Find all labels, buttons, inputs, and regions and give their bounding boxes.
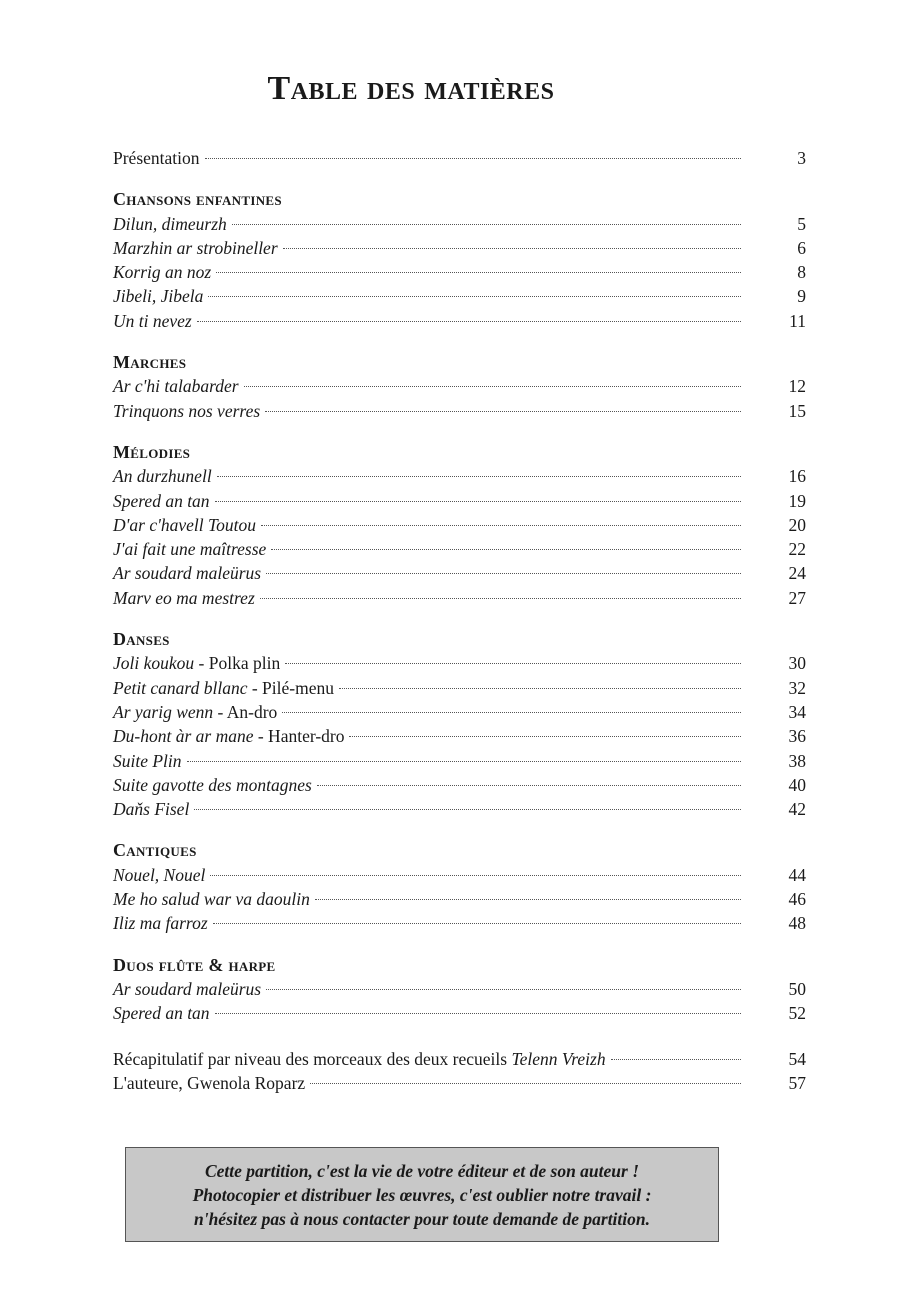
entry-label [113, 977, 266, 1001]
dot-leader [216, 272, 741, 273]
dot-leader [215, 501, 741, 502]
page-number: 6 [797, 237, 806, 258]
entry-italic-text: Telenn Vreizh [511, 1048, 606, 1069]
toc-entry[interactable] [113, 260, 806, 284]
toc-entry[interactable] [113, 977, 806, 1001]
entry-title: D'ar c'havell Toutou [113, 514, 256, 535]
dot-leader [208, 296, 741, 297]
entry-label [113, 212, 232, 236]
dot-leader [339, 688, 741, 689]
entry-title: Ar soudard maleürus [113, 563, 262, 584]
toc-entry[interactable] [113, 212, 806, 236]
entry-title: Du-hont àr ar mane [113, 726, 254, 747]
page-number: 22 [788, 539, 806, 560]
page-number: 5 [797, 213, 806, 234]
entry-subtitle: - Hanter-dro [253, 726, 345, 747]
entry-label [113, 863, 210, 887]
entry-label: Présentation [113, 148, 200, 168]
entry-title: Suite Plin [113, 750, 182, 771]
toc-entry[interactable] [113, 464, 806, 488]
page-number: 24 [788, 563, 806, 584]
dot-leader [317, 785, 741, 786]
entry-label [113, 561, 266, 585]
toc-entry[interactable] [113, 676, 806, 700]
entry-label [113, 284, 208, 308]
section-heading: Danses [113, 629, 170, 650]
entry-label [113, 773, 317, 797]
entry-label [113, 236, 283, 260]
entry-title: Ar c'hi talabarder [113, 376, 239, 397]
toc-entry[interactable] [113, 561, 806, 585]
toc-entry[interactable] [113, 724, 806, 748]
entry-subtitle: - An-dro [213, 701, 278, 722]
dot-leader [265, 411, 741, 412]
page-number: 38 [788, 750, 806, 771]
page-number: 3 [797, 148, 806, 168]
section-heading: Duos flûte & harpe [113, 954, 276, 975]
notice-line: n'hésitez pas à nous contacter pour toute demande de partition. [193, 1208, 651, 1229]
entry-label [113, 1001, 215, 1025]
entry-label [113, 513, 261, 537]
entry-label [113, 1047, 611, 1071]
dot-leader [266, 573, 741, 574]
toc-entry[interactable] [113, 513, 806, 537]
page-number: 54 [788, 1048, 806, 1069]
entry-label [113, 676, 339, 700]
toc-entry[interactable] [113, 284, 806, 308]
section-heading: Cantiques [113, 840, 197, 861]
dot-leader [194, 809, 741, 810]
entry-label [113, 586, 260, 610]
page-number: 30 [788, 653, 806, 674]
entry-label [113, 724, 349, 748]
entry-label [113, 309, 197, 333]
entry-title: Trinquons nos verres [113, 400, 261, 421]
entry-title: Suite gavotte des montagnes [113, 774, 312, 795]
dot-leader [349, 736, 741, 737]
entry-label [113, 797, 194, 821]
toc-entry[interactable] [113, 700, 806, 724]
page-number: 42 [788, 799, 806, 820]
entry-label [113, 464, 217, 488]
dot-leader [285, 663, 741, 664]
toc-entry[interactable] [113, 399, 806, 423]
toc-entry[interactable] [113, 887, 806, 911]
dot-leader [282, 712, 741, 713]
page-number: 57 [788, 1072, 806, 1093]
page-number: 32 [788, 677, 806, 698]
page-number: 34 [788, 701, 806, 722]
toc-entry[interactable] [113, 773, 806, 797]
entry-label [113, 749, 187, 773]
toc-entry[interactable] [113, 489, 806, 513]
dot-leader [310, 1083, 741, 1084]
toc-entry[interactable] [113, 236, 806, 260]
entry-title: Dilun, dimeurzh [113, 213, 227, 234]
entry-title: Spered an tan [113, 490, 210, 511]
entry-title: Daňs Fisel [113, 799, 190, 820]
page-number: 52 [788, 1003, 806, 1024]
entry-label [113, 374, 244, 398]
toc-entry[interactable] [113, 537, 806, 561]
dot-leader [232, 224, 741, 225]
entry-title: Marzhin ar strobineller [113, 237, 278, 258]
entry-label [113, 911, 213, 935]
page-number: 20 [788, 514, 806, 535]
entry-label [113, 399, 265, 423]
dot-leader [210, 875, 741, 876]
page-number: 8 [797, 262, 806, 283]
entry-title: Marv eo ma mestrez [113, 587, 255, 608]
entry-title: Spered an tan [113, 1003, 210, 1024]
entry-label [113, 651, 285, 675]
entry-label [113, 700, 282, 724]
page-number: 40 [788, 774, 806, 795]
page-number: 44 [788, 864, 806, 885]
entry-title: Petit canard bllanc [113, 677, 248, 698]
entry-title: Joli koukou [113, 653, 195, 674]
entry-text: Récapitulatif par niveau des morceaux des deux recueils [113, 1048, 512, 1069]
dot-leader [217, 476, 741, 477]
toc-entry[interactable] [113, 863, 806, 887]
entry-title: Jibeli, Jibela [113, 286, 204, 307]
dot-leader [244, 386, 741, 387]
entry-label [113, 887, 315, 911]
entry-subtitle: - Polka plin [194, 653, 281, 674]
notice-line: Photocopier et distribuer les œuvres, c'est oublier notre travail : [192, 1184, 652, 1205]
page-number: 27 [788, 587, 806, 608]
copyright-notice [125, 1147, 719, 1242]
toc-entry[interactable] [113, 911, 806, 935]
section-heading: Mélodies [113, 441, 191, 462]
page-number: 50 [788, 978, 806, 999]
entry-title: J'ai fait une maîtresse [113, 539, 267, 560]
toc-entry[interactable] [113, 797, 806, 821]
notice-line: Cette partition, c'est la vie de votre éditeur et de son auteur ! [204, 1160, 640, 1181]
dot-leader [215, 1013, 741, 1014]
page-number: 15 [788, 400, 806, 421]
entry-label [113, 1071, 310, 1095]
dot-leader [261, 525, 741, 526]
section-heading: Chansons enfantines [113, 189, 282, 210]
entry-title: Me ho salud war va daoulin [113, 889, 310, 910]
dot-leader [611, 1059, 741, 1060]
page-number: 46 [788, 889, 806, 910]
dot-leader [315, 899, 741, 900]
toc-entry[interactable] [113, 749, 806, 773]
dot-leader [271, 549, 741, 550]
toc-entry[interactable] [113, 1047, 806, 1071]
page-number: 12 [788, 376, 806, 397]
dot-leader [283, 248, 741, 249]
toc-entry[interactable] [113, 651, 806, 675]
entry-title: Un ti nevez [113, 310, 192, 331]
toc-entry[interactable] [113, 586, 806, 610]
dot-leader [205, 158, 741, 159]
entry-title: Iliz ma farroz [113, 913, 208, 934]
page-number: 36 [788, 726, 806, 747]
entry-title: An durzhunell [113, 466, 212, 487]
entry-title: Korrig an noz [113, 262, 212, 283]
dot-leader [187, 761, 741, 762]
entry-title: Nouel, Nouel [113, 864, 206, 885]
page-number: 48 [788, 913, 806, 934]
dot-leader [260, 598, 741, 599]
page-number: 9 [797, 286, 806, 307]
entry-title: Ar soudard maleürus [113, 978, 262, 999]
toc-entry[interactable] [113, 374, 806, 398]
toc-entry[interactable] [113, 1001, 806, 1025]
dot-leader [197, 321, 741, 322]
page-number: 16 [788, 466, 806, 487]
entry-text: L'auteure, Gwenola Roparz [113, 1072, 306, 1093]
entry-label [113, 260, 216, 284]
toc-entry[interactable] [113, 309, 806, 333]
page-number: 11 [789, 310, 806, 331]
toc-entry[interactable] [113, 1071, 806, 1095]
dot-leader [266, 989, 741, 990]
section-heading: Marches [113, 352, 187, 373]
dot-leader [213, 923, 741, 924]
toc-entry-presentation[interactable] [113, 146, 806, 170]
entry-label [113, 537, 271, 561]
table-of-contents [113, 146, 806, 1095]
page-title: Table des matières [267, 70, 555, 107]
entry-label [113, 489, 215, 513]
page-number: 19 [788, 490, 806, 511]
entry-title: Ar yarig wenn [113, 701, 214, 722]
entry-subtitle: - Pilé-menu [247, 677, 334, 698]
